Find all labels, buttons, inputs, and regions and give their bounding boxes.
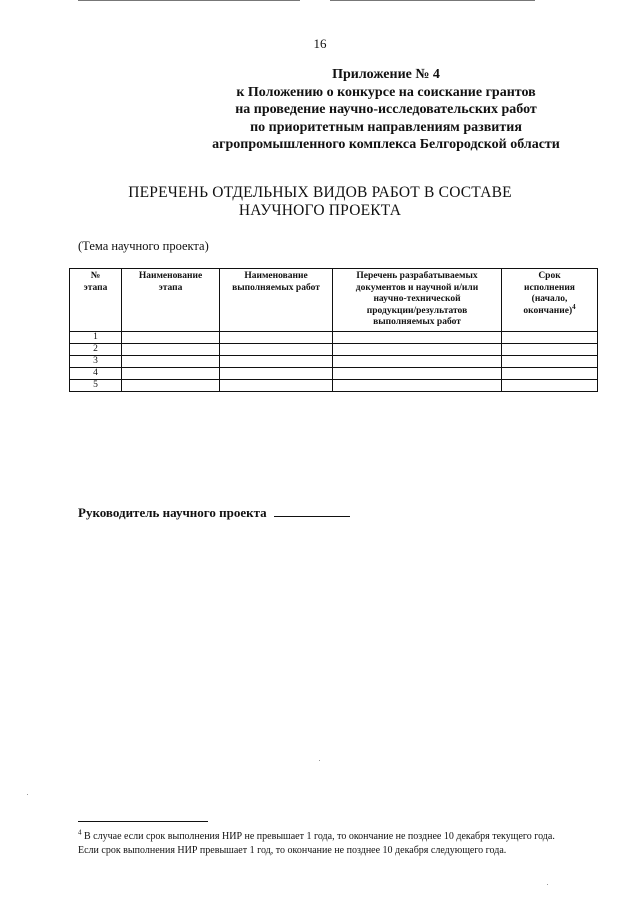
footnote-line-2: Если срок выполнения НИР превышает 1 год, то окончание не позднее 10 декабря следующего года. (78, 845, 507, 856)
work-name-cell[interactable] (220, 380, 333, 392)
project-leader-signature (78, 505, 350, 521)
stage-name-cell[interactable] (122, 332, 220, 344)
stage-name-cell[interactable] (122, 344, 220, 356)
header-stage-name: Наименование этапа (122, 269, 220, 332)
scan-top-line-right (330, 0, 535, 1)
stage-number-cell: 1 (70, 332, 122, 344)
deadline-cell[interactable] (502, 380, 598, 392)
scan-top-line-left (78, 0, 300, 1)
appendix-line: агропромышленного комплекса Белгородской области (212, 137, 560, 152)
deadline-cell[interactable] (502, 368, 598, 380)
footnote-number: 4 (78, 828, 82, 837)
stage-name-cell[interactable] (122, 380, 220, 392)
deliverables-cell[interactable] (333, 356, 502, 368)
stage-number-cell: 5 (70, 380, 122, 392)
table-row (70, 380, 598, 392)
stage-name-cell[interactable] (122, 356, 220, 368)
header-stage-number: № этапа (70, 269, 122, 332)
work-name-cell[interactable] (220, 368, 333, 380)
work-stages-table (69, 268, 598, 392)
project-topic-label: (Тема научного проекта) (78, 239, 209, 253)
header-deliverables: Перечень разрабатываемых документов и научной и/или научно-технической продукции/результатов выполняемых работ (333, 269, 502, 332)
deadline-cell[interactable] (502, 356, 598, 368)
footnote-mark: 4 (572, 302, 576, 311)
table-header-row (70, 269, 598, 332)
work-name-cell[interactable] (220, 332, 333, 344)
signature-label: Руководитель научного проекта (78, 505, 267, 520)
appendix-line: к Положению о конкурсе на соискание грантов (236, 84, 536, 100)
title-line-2: НАУЧНОГО ПРОЕКТА (238, 202, 402, 219)
deadline-cell[interactable] (502, 332, 598, 344)
header-deadline: Срок исполнения (начало, окончание)$^4$ (502, 269, 598, 332)
footnote-line-1: В случае если срок выполнения НИР не превышает 1 года, то окончание не позднее 10 декабря текущего года. (81, 831, 555, 842)
page-number: 16 (313, 36, 327, 51)
scan-speck (27, 794, 28, 795)
stage-number-cell: 2 (70, 344, 122, 356)
document-title (0, 184, 640, 220)
footnote (78, 830, 608, 858)
deliverables-cell[interactable] (333, 368, 502, 380)
table-row (70, 344, 598, 356)
deadline-cell[interactable] (502, 344, 598, 356)
header-work-name: Наименование выполняемых работ (220, 269, 333, 332)
deliverables-cell[interactable] (333, 380, 502, 392)
table-row (70, 356, 598, 368)
scan-speck (547, 884, 548, 885)
scan-speck (319, 760, 320, 761)
deliverables-cell[interactable] (333, 332, 502, 344)
stage-name-cell[interactable] (122, 368, 220, 380)
work-name-cell[interactable] (220, 344, 333, 356)
signature-blank-line[interactable] (274, 506, 350, 517)
stage-number-cell: 3 (70, 356, 122, 368)
appendix-line: по приоритетным направлениям развития (250, 119, 522, 135)
table-row (70, 332, 598, 344)
table-row (70, 368, 598, 380)
deliverables-cell[interactable] (333, 344, 502, 356)
title-line-1: ПЕРЕЧЕНЬ ОТДЕЛЬНЫХ ВИДОВ РАБОТ В СОСТАВЕ (128, 184, 512, 201)
appendix-header (176, 66, 596, 154)
footnote-separator (78, 821, 208, 822)
appendix-line: Приложение № 4 (332, 67, 440, 82)
stage-number-cell: 4 (70, 368, 122, 380)
work-name-cell[interactable] (220, 356, 333, 368)
appendix-line: на проведение научно-исследовательских работ (235, 102, 537, 117)
